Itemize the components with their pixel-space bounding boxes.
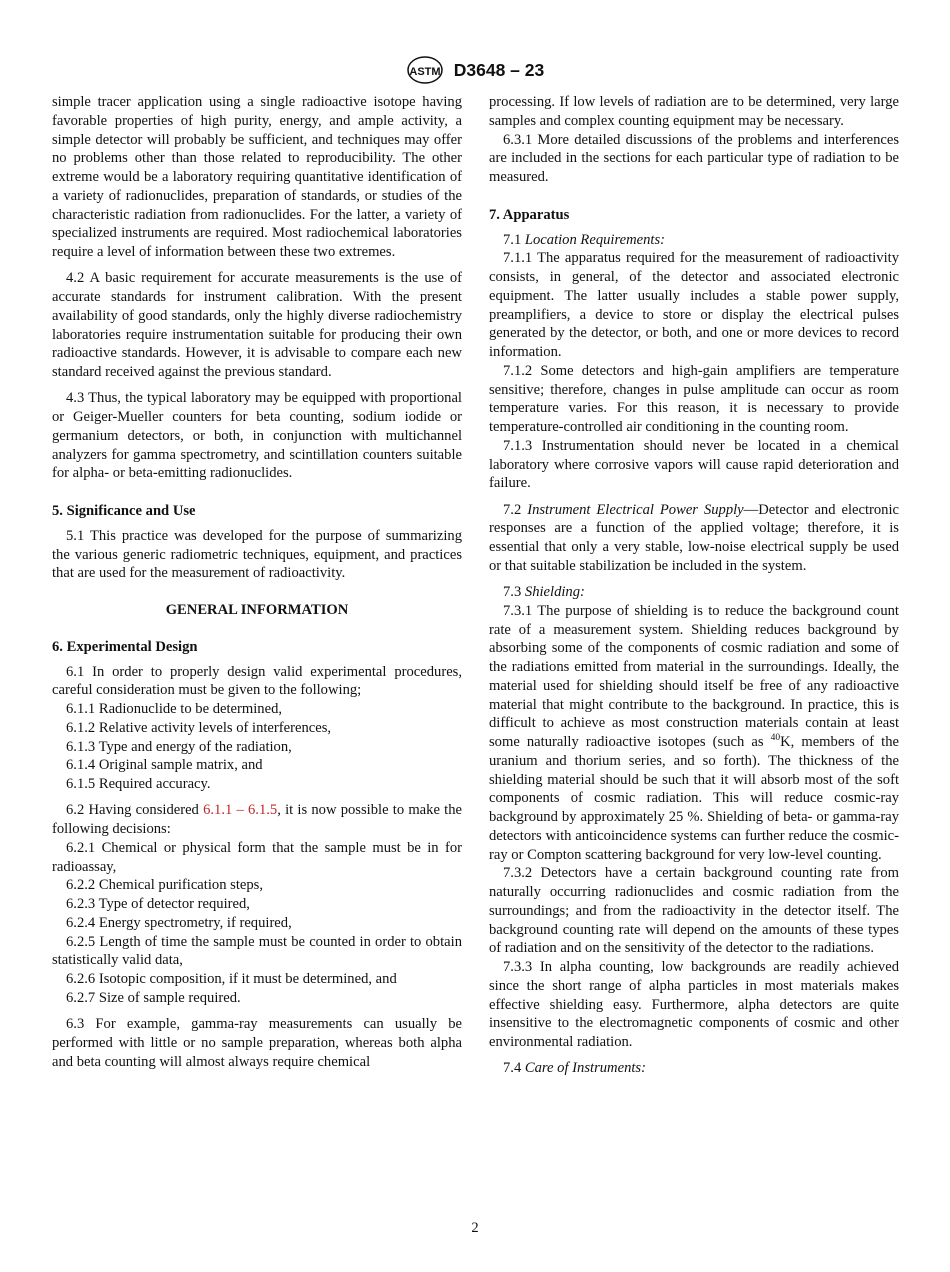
list-item: 6.2.7 Size of sample required. bbox=[66, 989, 241, 1006]
list-item: 6.1.5 Required accuracy. bbox=[66, 776, 211, 792]
paragraph-4-3: 4.3 Thus, the typical laboratory may be equipped with proportional or Geiger-Mueller counters for beta counting, sodium iodide or germanium detectors, or both, in conjunction with multichannel analyzers for gamma spectrometry, and scintillation counters suitable for alpha- or beta-emitting radionuclides. bbox=[52, 390, 462, 482]
subsection-title: Instrument Electrical Power Supply bbox=[527, 501, 744, 518]
section-number: 7.4 bbox=[503, 1060, 525, 1077]
general-information-heading: GENERAL INFORMATION bbox=[165, 602, 349, 618]
paragraph-text: , it is now possible to make the following decisions: bbox=[52, 802, 462, 837]
list-item: 6.1.1 Radionuclide to be determined, bbox=[66, 701, 283, 717]
paragraph-6-3-1: 6.3.1 More detailed discussions of the problems and interferences are included in the sections for each particular type of radiation to be measured. bbox=[489, 131, 899, 185]
paragraph-7-3 bbox=[489, 583, 899, 602]
paragraph: processing. If low levels of radiation are to be determined, very large samples and complex counting equipment may be necessary. bbox=[489, 94, 899, 129]
paragraph-text: 7.3.1 The purpose of shielding is to reduce the background count rate of a measurement system. Shielding reduces background by absorbing some of the components of cosmic radiation and some of the radiations emitted from material in the surroundings. Ideally, the material used for shielding should itself be free of any radioactive material that might contribute to the background. In practice, this is difficult to achieve as most construction materials contain at least some naturally radioactive isotopes (such as bbox=[489, 602, 899, 750]
paragraph-7-1-2: 7.1.2 Some detectors and high-gain amplifiers are temperature sensitive; therefore, changes in pulse amplitude can occur as room temperature varies. For this reason, it is necessary to provide temperature-controlled air conditioning in the counting room. bbox=[489, 362, 899, 435]
left-column bbox=[52, 93, 462, 1071]
page-number: 2 bbox=[471, 1220, 479, 1236]
list-item: 6.2.6 Isotopic composition, if it must be determined, and bbox=[66, 971, 397, 987]
cross-reference-link[interactable]: 6.1.1 – 6.1.5 bbox=[203, 802, 278, 819]
paragraph: simple tracer application using a single radioactive isotope having favorable properties of high purity, energy, and ample activity, a simple detector will probably be sufficient, and techniques may offer no problems other than those related to reproducibility. The other extreme would be a laboratory requiring quantitative identification of a variety of radionuclides, preparation of standards, or studies of the characteristic radiation from radionuclides. For the latter, a variety of specialized instruments are required. Most radiochemical laboratories require a level of information between these two extremes. bbox=[52, 94, 462, 260]
subsection-title: Location Requirements: bbox=[524, 231, 665, 248]
paragraph-7-1 bbox=[489, 231, 899, 250]
subsection-title: Care of Instruments: bbox=[524, 1060, 646, 1077]
page-header bbox=[0, 56, 950, 84]
document-designation: D3648 – 23 bbox=[453, 59, 545, 80]
superscript: 40 bbox=[770, 733, 781, 743]
section-heading-6: 6. Experimental Design bbox=[52, 638, 198, 655]
list-item: 6.2.5 Length of time the sample must be counted in order to obtain statistically valid data, bbox=[52, 933, 462, 969]
list-item: 6.2.4 Energy spectrometry, if required, bbox=[66, 914, 292, 931]
list-item: 6.1.3 Type and energy of the radiation, bbox=[66, 738, 292, 755]
right-column bbox=[489, 93, 899, 1078]
paragraph-text: K, members of the uranium and thorium series, and so forth). The thickness of the shielding material should be such that it will absorb most of the soft components of cosmic radiation. This will reduce cosmic-ray background by approximately 25 %. Shielding of beta- or gamma-ray detectors with anticoincidence systems can further reduce the cosmic-ray or Compton scattering background for very low-level counting. bbox=[489, 734, 899, 863]
paragraph-7-1-1: 7.1.1 The apparatus required for the measurement of radioactivity consists, in general, of the detector and associated electronic equipment. The latter usually includes a stable power supply, preamplifiers, a device to store or display the electrical pulses generated by the detector, or both, and one or more devices to record information. bbox=[489, 250, 899, 360]
subsection-title: Shielding: bbox=[524, 584, 585, 600]
section-heading-5: 5. Significance and Use bbox=[52, 503, 196, 519]
list-item: 6.2.1 Chemical or physical form that the sample must be in for radioassay, bbox=[52, 839, 462, 875]
list-item: 6.2.2 Chemical purification steps, bbox=[66, 877, 263, 894]
list-item: 6.1.4 Original sample matrix, and bbox=[66, 757, 263, 774]
paragraph-7-2 bbox=[489, 501, 899, 576]
paragraph-text: —Detector and electronic responses are a function of the applied voltage; therefore, it is essential that only a very stable, low-noise electrical supply be used or that suitable stabilization be included in the system. bbox=[489, 501, 900, 574]
paragraph-7-4 bbox=[489, 1059, 899, 1078]
section-number: 7.3 bbox=[503, 584, 525, 600]
section-number: 7.1 bbox=[503, 231, 525, 248]
paragraph-6-2 bbox=[52, 801, 462, 839]
section-number: 7.2 bbox=[503, 501, 528, 518]
paragraph-5-1: 5.1 This practice was developed for the purpose of summarizing the various generic radiometric techniques, equipment, and practices that are used for the measurement of radioactivity. bbox=[52, 527, 462, 582]
paragraph-text: 6.2 Having considered bbox=[66, 802, 204, 819]
paragraph-7-1-3: 7.1.3 Instrumentation should never be located in a chemical laboratory where corrosive vapors will cause rapid deterioration and failure. bbox=[489, 437, 899, 492]
paragraph-6-1: 6.1 In order to properly design valid experimental procedures, careful consideration must be given to the following; bbox=[52, 663, 462, 699]
list-item: 6.2.3 Type of detector required, bbox=[66, 896, 250, 912]
paragraph-7-3-1 bbox=[489, 602, 899, 865]
paragraph-7-3-2: 7.3.2 Detectors have a certain background counting rate from naturally occurring radionuclides and cosmic radiation from the surroundings; and from the radioactivity in the detector itself. The background counting rate will depend on the amounts of these types of radiation and on the sensitivity of the detector to the radiations. bbox=[489, 865, 899, 957]
paragraph-7-3-3: 7.3.3 In alpha counting, low backgrounds are readily achieved since the short range of alpha particles in most materials makes effective shielding easy. Furthermore, alpha detectors are quite insensitive to the electromagnetic components of cosmic and other environmental radiation. bbox=[489, 959, 899, 1050]
paragraph-4-2: 4.2 A basic requirement for accurate measurements is the use of accurate standards for instrument calibration. With the present availability of good standards, only the highly diverse radiochemistry laboratories require instrumentation suitable for producing their own radioactive standards. However, it is advisable to compare each new standard received against the previous standard. bbox=[52, 270, 462, 380]
section-heading-7: 7. Apparatus bbox=[489, 206, 570, 223]
svg-text:ASTM: ASTM bbox=[409, 66, 441, 78]
list-item: 6.1.2 Relative activity levels of interferences, bbox=[66, 719, 332, 736]
astm-logo-icon bbox=[406, 56, 444, 84]
paragraph-6-3: 6.3 For example, gamma-ray measurements can usually be performed with little or no sample preparation, whereas both alpha and beta counting will almost always require chemical bbox=[52, 1016, 462, 1070]
